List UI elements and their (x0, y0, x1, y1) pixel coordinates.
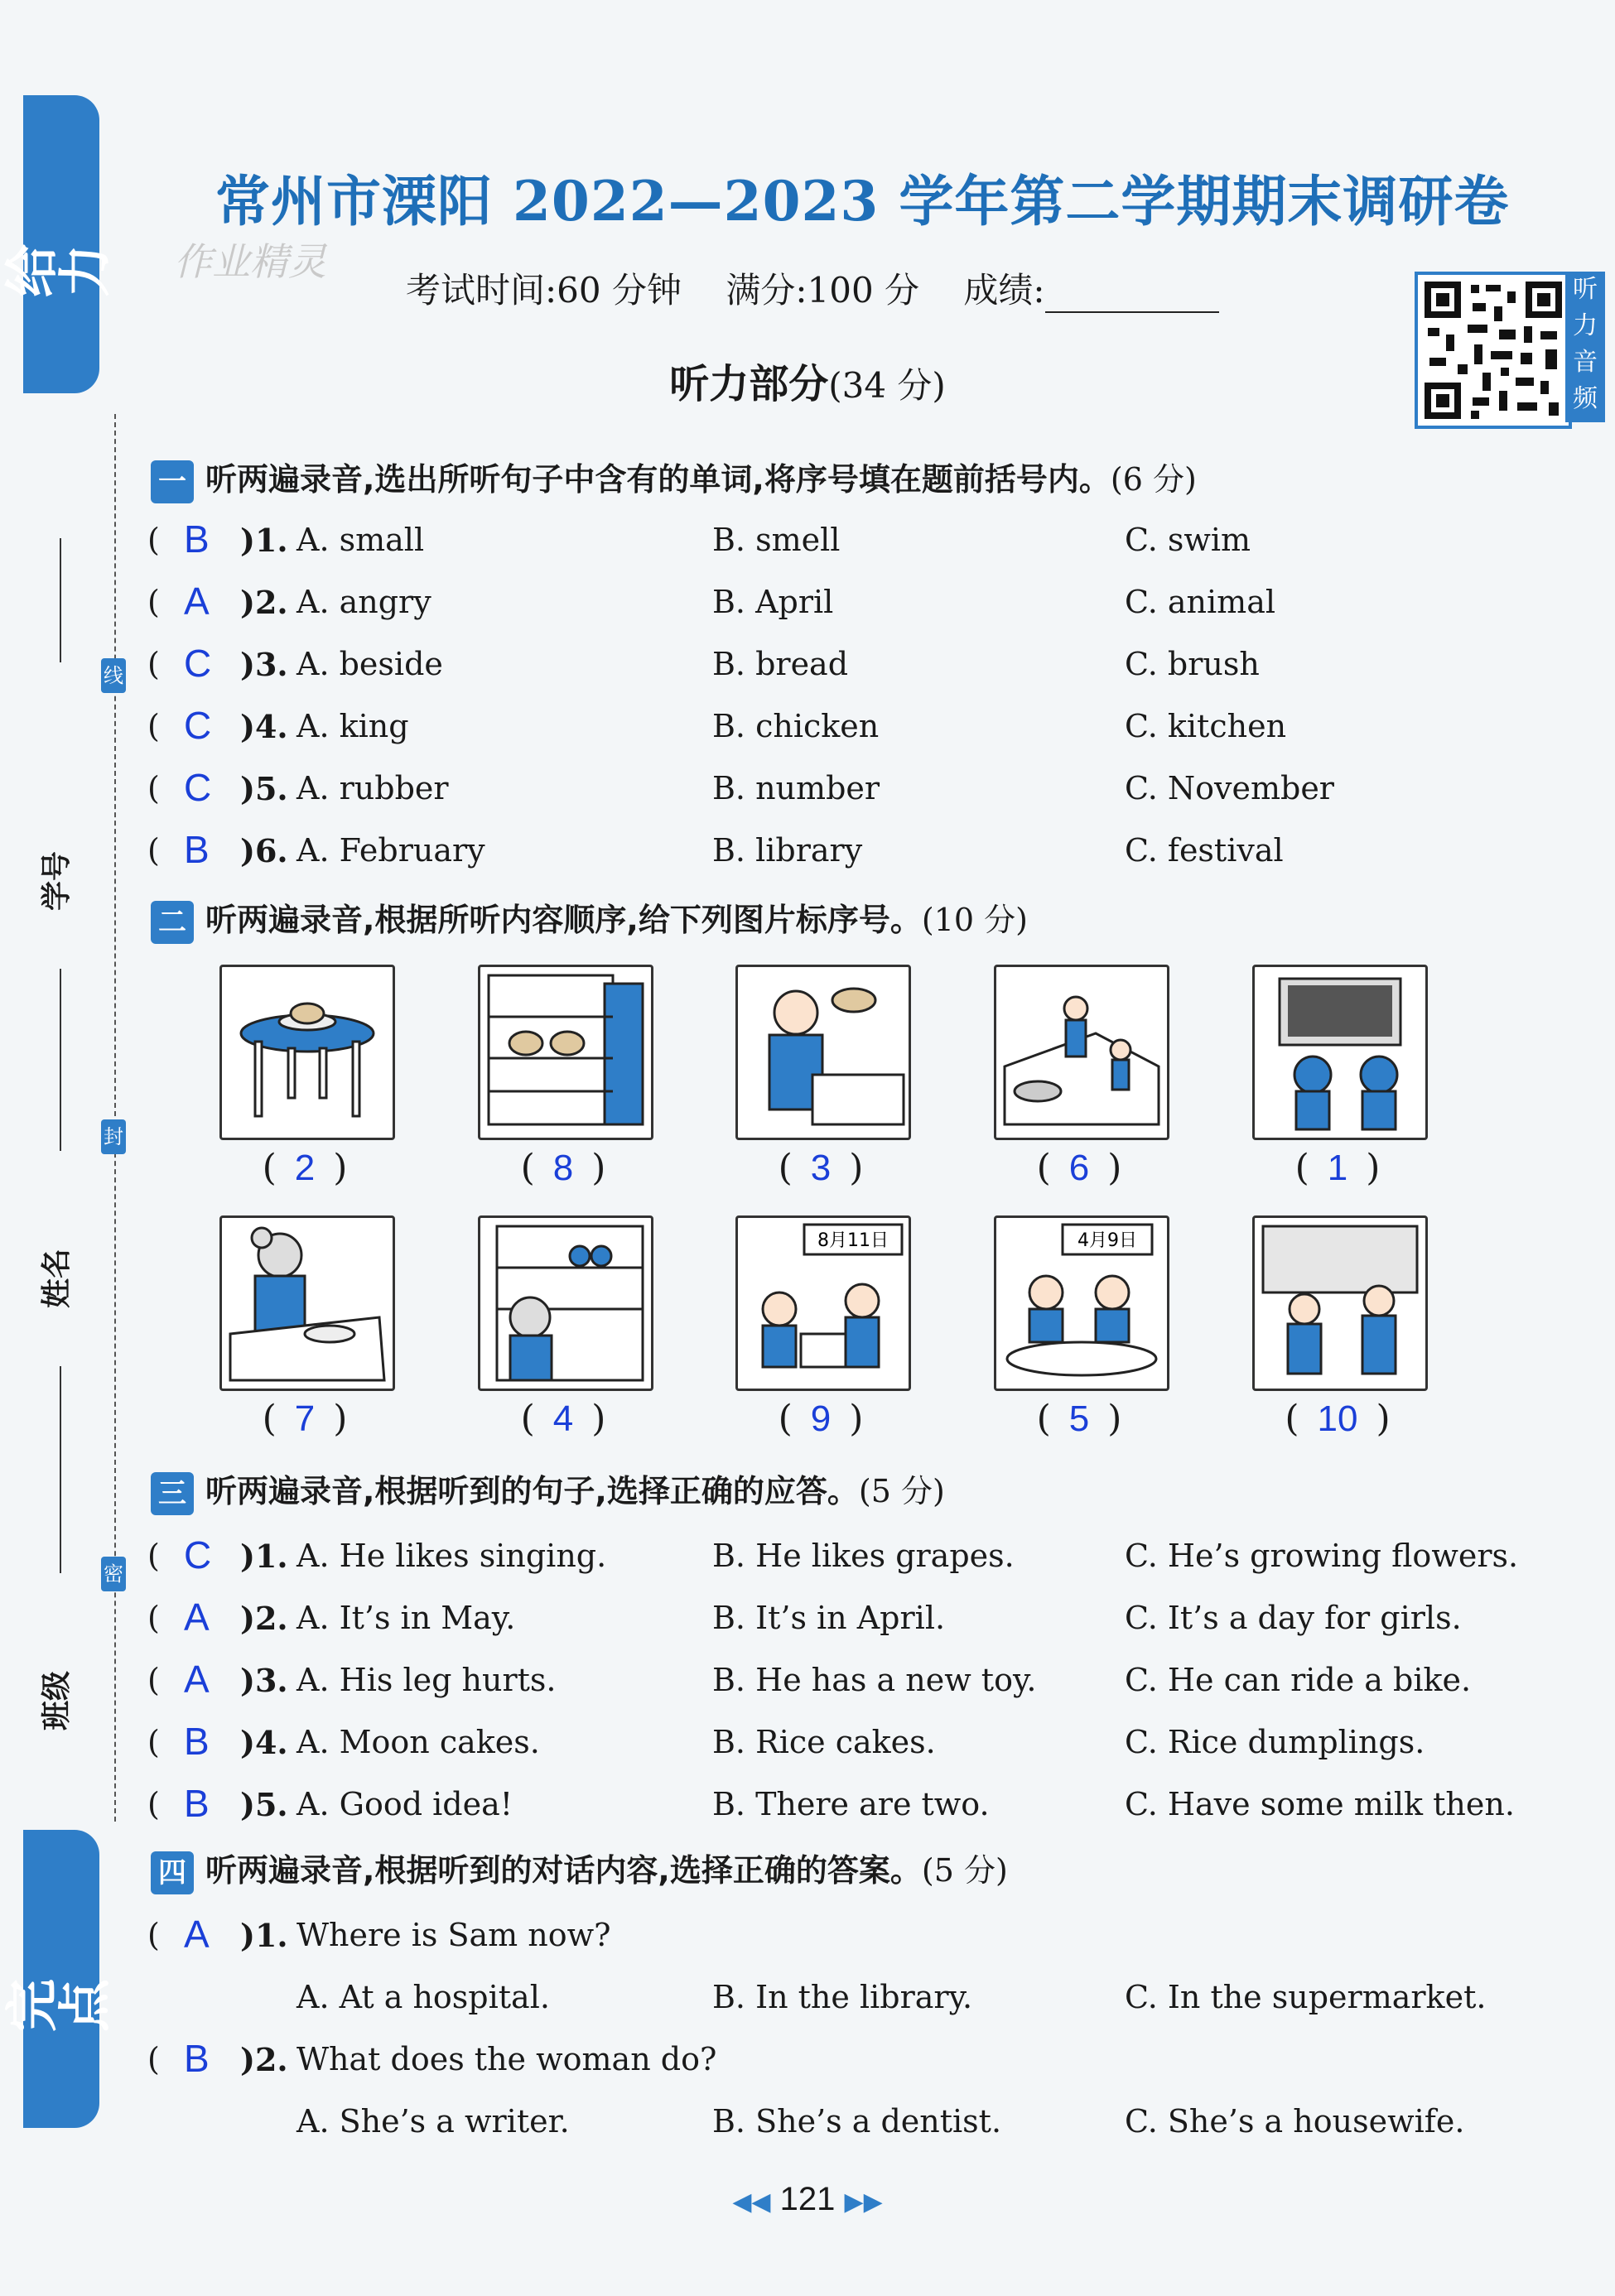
side-banner-top-text: 给力 (2, 244, 117, 297)
section-4-heading (151, 1845, 1008, 1894)
section-1-number: 一 (151, 460, 194, 503)
option-b: B. In the library. (712, 1979, 973, 2015)
section-3-score: (5 分) (858, 1473, 945, 1509)
question-row (147, 2037, 1555, 2091)
question-number: )4. (240, 708, 288, 745)
picture-5-label: ( 1 ) (1294, 1147, 1381, 1189)
question-row (147, 1596, 1555, 1649)
answer-bracket: ( (147, 832, 160, 869)
answer-bracket: ( (147, 1662, 160, 1698)
option-b: B. He has a new toy. (712, 1662, 1037, 1698)
options-row (147, 1979, 1555, 2029)
side-banner-top (2, 95, 117, 393)
option-b: B. number (712, 770, 880, 806)
option-b: B. library (712, 832, 863, 869)
question-number: )3. (240, 646, 288, 683)
option-a: A. At a hospital. (296, 1979, 550, 2015)
answer-letter[interactable]: A (184, 1596, 210, 1639)
section-4-instruction: 听两遍录音,根据听到的对话内容,选择正确的答案。 (205, 1852, 922, 1889)
question-number: )4. (240, 1724, 288, 1761)
option-a: A. She’s a writer. (296, 2103, 570, 2140)
answer-bracket: ( (147, 1786, 160, 1822)
option-c: C. brush (1125, 646, 1260, 682)
picture-9-label: ( 5 ) (1036, 1398, 1122, 1440)
picture-watching-tv (1252, 965, 1428, 1140)
answer-bracket: ( (147, 1600, 160, 1636)
answer-letter[interactable]: B (184, 1720, 210, 1763)
section-3-heading (151, 1466, 945, 1515)
picture-8-label: ( 9 ) (778, 1398, 864, 1440)
picture-9-date: 4月9日 (1077, 1230, 1137, 1251)
question-row (147, 704, 1555, 758)
option-c: C. Rice dumplings. (1125, 1724, 1425, 1760)
answer-bracket: ( (147, 1724, 160, 1760)
answer-bracket: ( (147, 1538, 160, 1574)
option-b: B. Rice cakes. (712, 1724, 936, 1760)
option-b: B. He likes grapes. (712, 1538, 1015, 1574)
option-a: A. angry (296, 584, 431, 620)
student-id-label: 学号 (40, 850, 74, 911)
option-b: B. bread (712, 646, 849, 682)
name-blank[interactable] (60, 969, 61, 1151)
option-c: C. swim (1125, 522, 1251, 558)
option-a: A. February (296, 832, 485, 869)
option-c: C. In the supermarket. (1125, 1979, 1487, 2015)
question-row (147, 1913, 1555, 1966)
picture-table-bread (219, 965, 395, 1140)
picture-6-answer: 7 (294, 1398, 316, 1439)
section-4-number: 四 (151, 1851, 194, 1894)
section-3-instruction: 听两遍录音,根据听到的句子,选择正确的应答。 (205, 1473, 859, 1509)
option-c: C. Have some milk then. (1125, 1786, 1515, 1822)
option-a: A. king (296, 708, 409, 744)
answer-letter[interactable]: B (184, 828, 210, 871)
picture-8-date: 8月11日 (817, 1230, 889, 1251)
question-row (147, 642, 1555, 696)
part-score: (34 分) (828, 365, 946, 406)
picture-4-answer: 6 (1068, 1148, 1090, 1188)
name-label: 姓名 (40, 1248, 74, 1308)
section-2-number: 二 (151, 901, 194, 944)
option-a: A. It’s in May. (296, 1600, 516, 1636)
picture-family-dinner (994, 1215, 1169, 1391)
section-4-score: (5 分) (921, 1852, 1008, 1889)
question-text: What does the woman do? (296, 2041, 717, 2077)
section-2-heading (151, 894, 1028, 944)
picture-6-label: ( 7 ) (262, 1398, 348, 1440)
binding-tag-feng: 封 (101, 1119, 126, 1154)
option-a: A. His leg hurts. (296, 1662, 557, 1698)
question-row (147, 1782, 1555, 1836)
answer-letter[interactable]: C (184, 642, 212, 685)
option-c: C. November (1125, 770, 1334, 806)
picture-restaurant (1252, 1215, 1428, 1391)
exam-meta (406, 263, 1219, 313)
answer-letter[interactable]: A (184, 1658, 210, 1701)
question-number: )5. (240, 1786, 288, 1823)
exam-meta-text: 考试时间:60 分钟 满分:100 分 成绩: (406, 270, 1045, 310)
option-a: A. small (296, 522, 425, 558)
binding-tag-xian: 线 (101, 658, 126, 693)
answer-bracket: ( (147, 522, 160, 558)
options-row (147, 2103, 1555, 2153)
answer-bracket: ( (147, 584, 160, 620)
option-a: A. Moon cakes. (296, 1724, 540, 1760)
section-2-instruction: 听两遍录音,根据所听内容顺序,给下列图片标序号。 (205, 902, 922, 938)
side-banner-bottom (2, 1830, 117, 2128)
picture-7-label: ( 4 ) (520, 1398, 606, 1440)
question-number: )1. (240, 522, 288, 559)
section-1-heading (151, 454, 1197, 503)
picture-3-answer: 3 (810, 1148, 832, 1188)
answer-letter[interactable]: B (184, 517, 210, 561)
option-b: B. It’s in April. (712, 1600, 946, 1636)
prev-arrows-icon: ◀◀ (732, 2188, 771, 2216)
binding-tag-mi: 密 (101, 1557, 126, 1591)
option-a: A. He likes singing. (296, 1538, 607, 1574)
score-blank[interactable] (1045, 280, 1219, 313)
option-a: A. Good idea! (296, 1786, 513, 1822)
answer-letter[interactable]: A (184, 580, 210, 623)
picture-4-label: ( 6 ) (1036, 1147, 1122, 1189)
binding-dashed-line (114, 414, 116, 1822)
student-id-blank[interactable] (60, 538, 61, 662)
option-c: C. animal (1125, 584, 1276, 620)
question-number: )2. (240, 2041, 288, 2078)
side-banner-bottom-text: 完点 (2, 1979, 117, 2032)
question-number: )3. (240, 1662, 288, 1699)
qr-audio-label-text: 听力音频 (1573, 275, 1598, 413)
answer-letter[interactable]: C (184, 1533, 212, 1576)
option-c: C. kitchen (1125, 708, 1287, 744)
option-c: C. It’s a day for girls. (1125, 1600, 1462, 1636)
picture-5-answer: 1 (1327, 1148, 1348, 1188)
option-c: C. She’s a housewife. (1125, 2103, 1465, 2140)
option-c: C. He can ride a bike. (1125, 1662, 1472, 1698)
page-number (0, 2181, 1615, 2218)
answer-bracket: ( (147, 2041, 160, 2077)
part-heading (0, 352, 1615, 409)
option-b: B. She’s a dentist. (712, 2103, 1002, 2140)
picture-mouse-fridge (478, 1215, 653, 1391)
picture-kitchen-cleaning (994, 965, 1169, 1140)
picture-8-answer: 9 (810, 1398, 832, 1439)
section-2-score: (10 分) (921, 902, 1028, 938)
question-number: )2. (240, 1600, 288, 1637)
section-1-instruction: 听两遍录音,选出所听句子中含有的单词,将序号填在题前括号内。 (205, 461, 1111, 498)
section-3-number: 三 (151, 1472, 194, 1515)
option-b: B. There are two. (712, 1786, 990, 1822)
answer-letter[interactable]: C (184, 704, 212, 747)
option-a: A. rubber (296, 770, 449, 806)
option-b: B. April (712, 584, 834, 620)
class-label: 班级 (40, 1670, 74, 1730)
option-b: B. smell (712, 522, 841, 558)
question-row (147, 1533, 1555, 1587)
picture-10-answer: 10 (1317, 1398, 1358, 1439)
answer-bracket: ( (147, 770, 160, 806)
answer-letter[interactable]: A (184, 1913, 210, 1956)
option-c: C. festival (1125, 832, 1284, 869)
question-row (147, 828, 1555, 882)
question-row (147, 580, 1555, 633)
picture-7-answer: 4 (552, 1398, 574, 1439)
answer-letter[interactable]: C (184, 766, 212, 809)
question-number: )5. (240, 770, 288, 807)
picture-birthday-party (735, 1215, 911, 1391)
question-number: )1. (240, 1917, 288, 1954)
picture-1-answer: 2 (294, 1148, 316, 1188)
picture-fridge-bread (478, 965, 653, 1140)
picture-2-label: ( 8 ) (520, 1147, 606, 1189)
picture-9-answer: 5 (1068, 1398, 1090, 1439)
option-b: B. chicken (712, 708, 880, 744)
question-number: )1. (240, 1538, 288, 1575)
answer-bracket: ( (147, 646, 160, 682)
answer-bracket: ( (147, 708, 160, 744)
question-row (147, 517, 1555, 571)
class-blank[interactable] (60, 1366, 61, 1573)
picture-mouse-washing (219, 1215, 395, 1391)
picture-2-answer: 8 (552, 1148, 574, 1188)
option-a: A. beside (296, 646, 443, 682)
answer-letter[interactable]: B (184, 2037, 210, 2080)
part-title: 听力部分 (669, 361, 829, 407)
page-title: 常州市溧阳 2022—2023 学年第二学期期末调研卷 (215, 169, 1510, 233)
question-text: Where is Sam now? (296, 1917, 611, 1953)
question-row (147, 1658, 1555, 1711)
answer-letter[interactable]: B (184, 1782, 210, 1825)
picture-1-label: ( 2 ) (262, 1147, 348, 1189)
picture-boy-washing (735, 965, 911, 1140)
question-row (147, 766, 1555, 820)
picture-10-label: ( 10 ) (1285, 1398, 1391, 1440)
section-1-score: (6 分) (1110, 461, 1197, 498)
watermark-logo: 作业精灵 (174, 239, 326, 284)
next-arrows-icon: ▶▶ (844, 2188, 883, 2216)
question-number: )2. (240, 584, 288, 621)
picture-3-label: ( 3 ) (778, 1147, 864, 1189)
option-c: C. He’s growing flowers. (1125, 1538, 1519, 1574)
answer-bracket: ( (147, 1917, 160, 1953)
page-number-text: 121 (779, 2181, 836, 2217)
question-number: )6. (240, 832, 288, 869)
question-row (147, 1720, 1555, 1774)
